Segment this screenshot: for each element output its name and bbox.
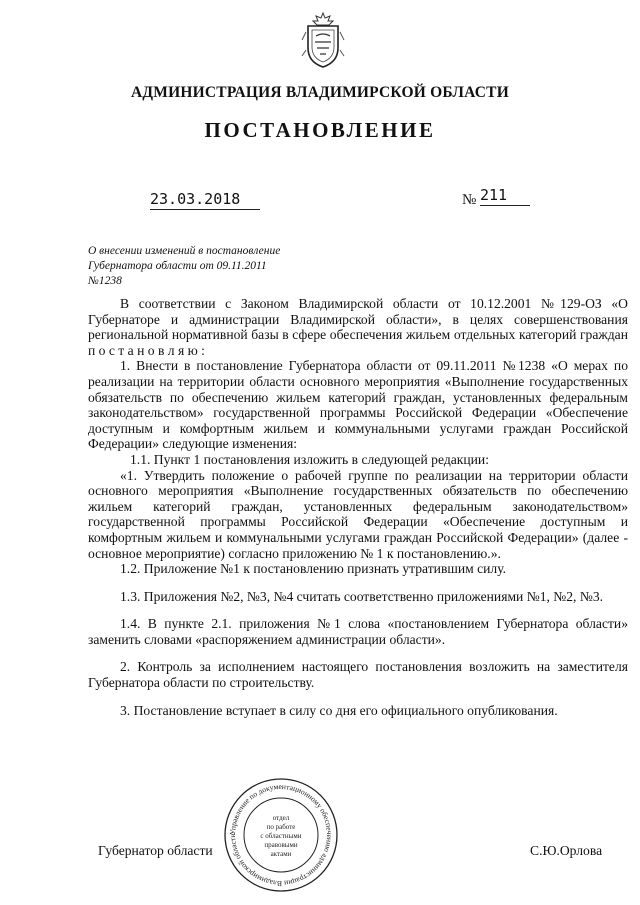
document-number: 211 [480,186,530,206]
clause-1-1: 1.1. Пункт 1 постановления изложить в следующей редакции: [130,451,489,467]
stamp-center-line: по работе [266,823,296,831]
clause-3: 3. Постановление вступает в силу со дня его официального опубликования. [120,702,558,718]
document-body [88,296,628,718]
signer-name: С.Ю.Орлова [530,843,603,858]
official-stamp [222,776,340,894]
stamp-ring-text: Управление по документационному обеспечению администрации Владимирской области [227,781,335,889]
stamp-center-line: актами [270,850,292,858]
clause-1-3: 1.3. Приложения №2, №3, №4 считать соответственно приложениями №1, №2, №3. [120,588,604,604]
preamble-paragraph: В соответствии с Законом Владимирской области от 10.12.2001 №129-ОЗ «О Губернаторе и администрации Владимирской области», в целях совершенствования региональной нормативной базы в сфере обеспечения жильем отдельных категорий граждан п о с т а н о в л я ю : [88,296,628,358]
subject-line: О внесении изменений в постановление [88,245,281,257]
subject-line: №1238 [88,275,122,287]
document-type-title: ПОСТАНОВЛЕНИЕ [204,118,436,142]
clause-1: 1. Внести в постановление Губернатора области от 09.11.2011 №1238 «О мерах по реализации на территории области основного мероприятия «Выполнение государственных обязательств по обеспечению жильем категорий граждан, установленных федеральным законодательством» государственной программы Российской Федерации «Обеспечение доступным и комфортным жильем и коммунальными услугами граждан Российской Федерации» следующие изменения: [88,358,628,452]
subject-line: Губернатора области от 09.11.2011 [88,260,267,272]
stamp-center-line: с областными [260,832,302,840]
organization-name: АДМИНИСТРАЦИЯ ВЛАДИМИРСКОЙ ОБЛАСТИ [131,84,509,101]
stamp-center-line: правовыми [264,841,298,849]
stamp-center-line: отдел [272,814,290,822]
document-date: 23.03.2018 [150,190,260,210]
document-subject [88,244,328,289]
clause-1-4: 1.4. В пункте 2.1. приложения №1 слова «постановлением Губернатора области» заменить словами «распоряжением администрации области». [88,616,628,647]
clause-1-2: 1.2. Приложение №1 к постановлению признать утратившим силу. [120,561,507,577]
coat-of-arms-emblem [300,10,346,70]
number-sign: № [462,192,477,208]
clause-2: 2. Контроль за исполнением настоящего постановления возложить на заместителя Губернатора области по строительству. [88,659,628,691]
signer-position: Губернатор области [98,843,213,858]
clause-1-1-text: «1. Утвердить положение о рабочей группе по реализации на территории области основного мероприятия «Выполнение государственных обязательств по обеспечению жильем категорий граждан, установленных федеральным законодательством» государственной программы Российской Федерации «Обеспечение доступным и комфортным жильем и коммунальными услугами граждан Российской Федерации» (далее - основное мероприятие) согласно приложению № 1 к постановлению.». [88,467,628,561]
